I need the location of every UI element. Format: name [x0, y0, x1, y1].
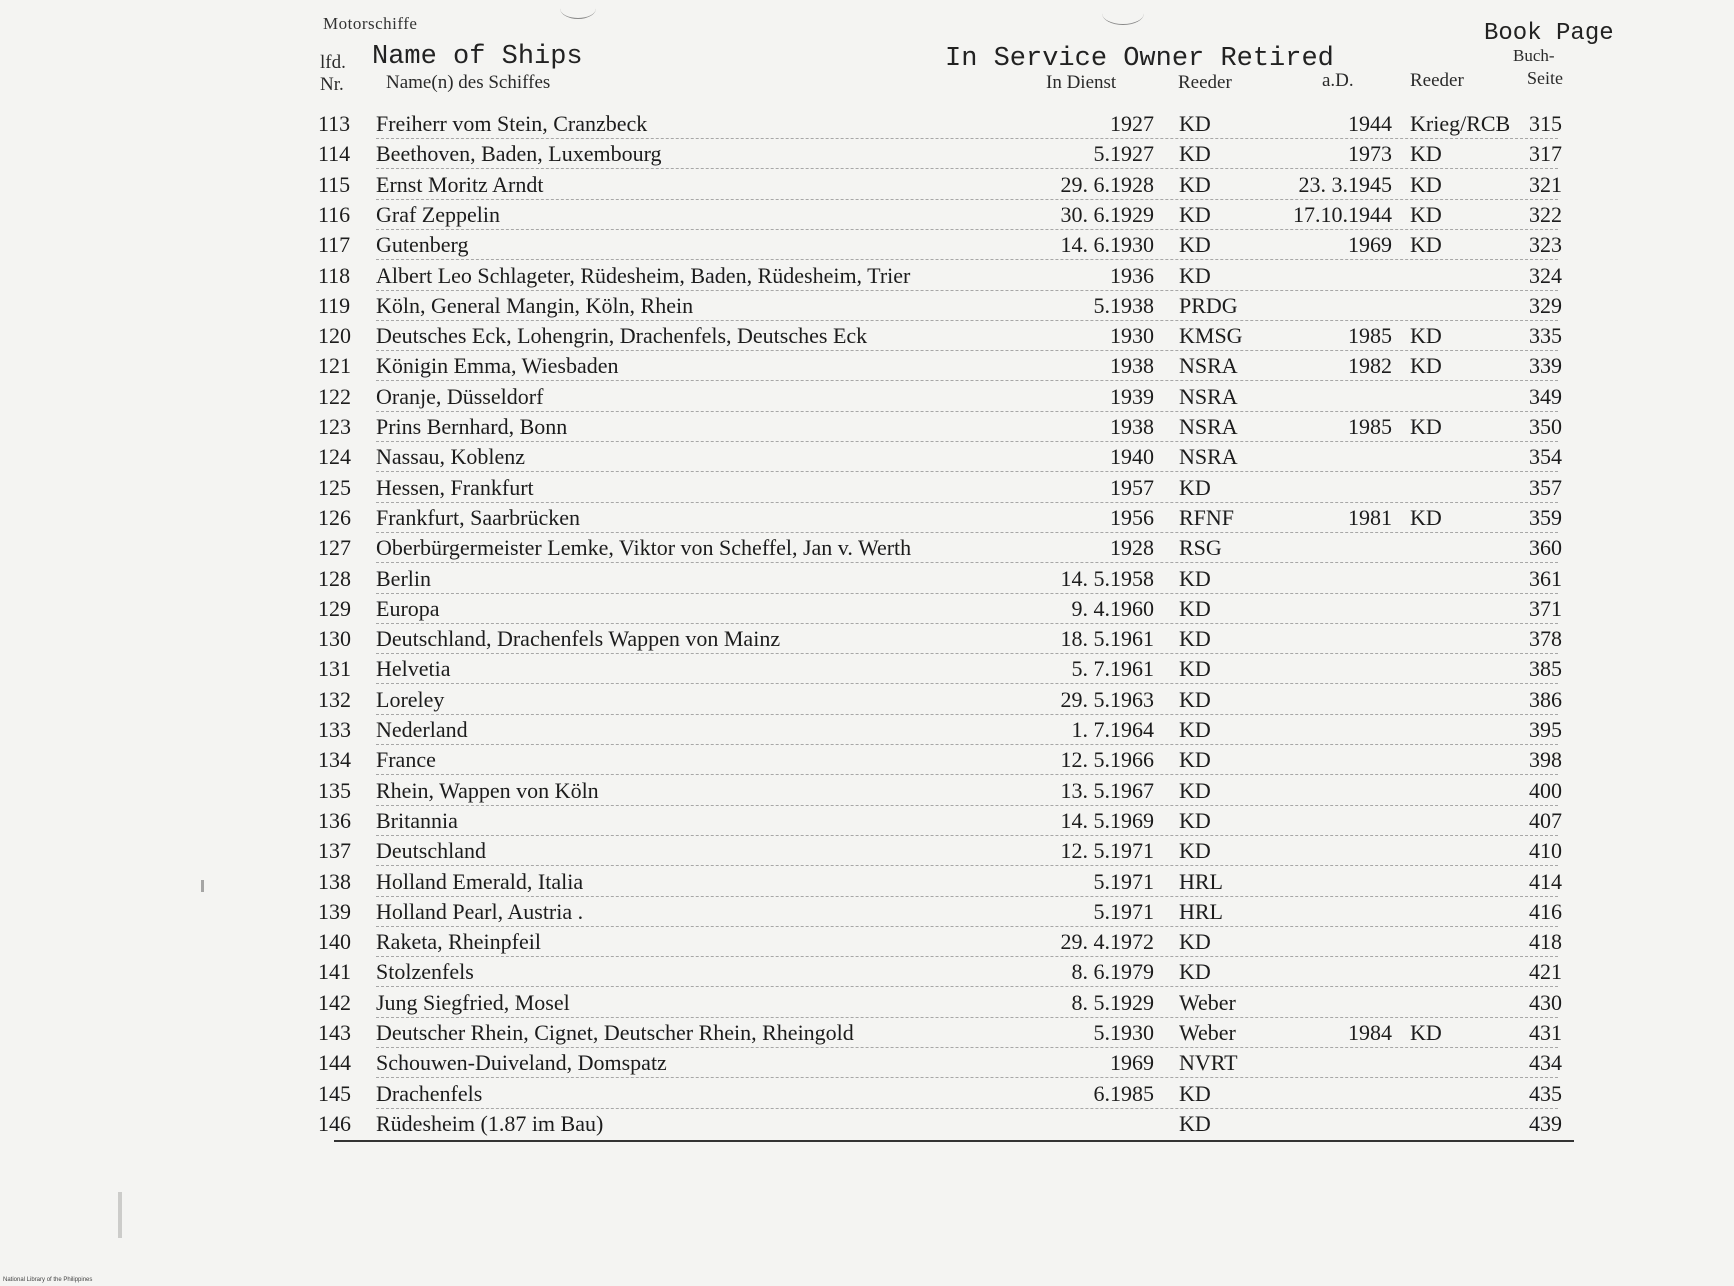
owner: KD — [1179, 1080, 1211, 1106]
book-page: 418 — [1529, 929, 1562, 955]
retired-reeder: KD — [1410, 323, 1442, 349]
table-row — [0, 171, 1734, 201]
table-row — [0, 1019, 1734, 1049]
book-page: 349 — [1529, 383, 1562, 409]
row-number: 126 — [318, 504, 351, 530]
row-leader-line — [376, 956, 1558, 957]
book-page: 354 — [1529, 444, 1562, 470]
book-page: 439 — [1529, 1110, 1562, 1136]
row-number: 134 — [318, 747, 351, 773]
retired-reeder: KD — [1410, 171, 1442, 197]
header-ad: a.D. — [1322, 70, 1354, 91]
in-service-date: 1928 — [1110, 535, 1154, 561]
owner: PRDG — [1179, 292, 1238, 318]
owner: KD — [1179, 747, 1211, 773]
owner: KD — [1179, 474, 1211, 500]
header-nr: Nr. — [320, 74, 344, 95]
header-book-page: Book Page — [1484, 20, 1614, 47]
header-name-of-ships: Name of Ships — [372, 42, 583, 72]
book-page: 386 — [1529, 686, 1562, 712]
in-service-date: 1939 — [1110, 383, 1154, 409]
row-leader-line — [376, 683, 1558, 684]
row-leader-line — [376, 744, 1558, 745]
table-row — [0, 686, 1734, 716]
owner: KD — [1179, 201, 1211, 227]
row-leader-line — [376, 805, 1558, 806]
row-leader-line — [376, 1017, 1558, 1018]
row-number: 124 — [318, 444, 351, 470]
row-leader-line — [376, 290, 1558, 291]
row-leader-line — [376, 411, 1558, 412]
ship-name: Loreley — [376, 686, 445, 712]
book-page: 317 — [1529, 141, 1562, 167]
book-page: 416 — [1529, 898, 1562, 924]
owner: KD — [1179, 565, 1211, 591]
ship-name: Drachenfels — [376, 1080, 483, 1106]
table-row — [0, 140, 1734, 170]
table-row — [0, 958, 1734, 988]
in-service-date: 14. 5.1969 — [1060, 807, 1154, 833]
in-service-date: 9. 4.1960 — [1071, 595, 1154, 621]
row-number: 146 — [318, 1110, 351, 1136]
ship-name: France — [376, 747, 436, 773]
ship-name: Schouwen-Duiveland, Domspatz — [376, 1050, 667, 1076]
row-number: 132 — [318, 686, 351, 712]
retired-date: 1984 — [1348, 1020, 1392, 1045]
ship-name: Holland Pearl, Austria . — [376, 898, 584, 924]
retired-reeder: Krieg/RCB — [1410, 111, 1511, 136]
table-row — [0, 595, 1734, 625]
row-number: 130 — [318, 626, 351, 652]
in-service-date: 5.1938 — [1093, 292, 1154, 318]
owner: KD — [1179, 232, 1211, 258]
owner: KD — [1179, 141, 1211, 167]
book-page: 357 — [1529, 474, 1562, 500]
table-row — [0, 928, 1734, 958]
table-row — [0, 837, 1734, 867]
row-leader-line — [376, 1077, 1558, 1078]
row-leader-line — [376, 896, 1558, 897]
scan-artifact-curve-left — [560, 0, 596, 19]
table-row — [0, 443, 1734, 473]
row-number: 143 — [318, 1020, 351, 1045]
owner: Weber — [1179, 1020, 1236, 1045]
row-leader-line — [376, 199, 1558, 200]
row-number: 121 — [318, 353, 351, 379]
section-title: Motorschiffe — [323, 14, 418, 33]
owner: KMSG — [1179, 323, 1243, 349]
in-service-date: 1956 — [1110, 504, 1154, 530]
ship-name: Beethoven, Baden, Luxembourg — [376, 141, 662, 167]
table-row — [0, 565, 1734, 595]
row-number: 136 — [318, 807, 351, 833]
book-page: 410 — [1529, 838, 1562, 864]
table-row — [0, 807, 1734, 837]
ship-name: Nederland — [376, 717, 468, 742]
row-leader-line — [376, 229, 1558, 230]
book-page: 315 — [1529, 111, 1562, 136]
book-page: 361 — [1529, 565, 1562, 591]
footer-note: National Library of the Philippines — [3, 1277, 93, 1283]
ship-name: Holland Emerald, Italia — [376, 868, 584, 894]
table-bottom-rule — [334, 1140, 1574, 1142]
row-number: 118 — [318, 262, 351, 288]
row-leader-line — [376, 926, 1558, 927]
table-row — [0, 504, 1734, 534]
table-row — [0, 777, 1734, 807]
ship-name: Berlin — [376, 565, 431, 591]
owner: KD — [1179, 1110, 1211, 1136]
row-number: 138 — [318, 868, 351, 894]
row-number: 115 — [318, 171, 351, 197]
in-service-date: 1938 — [1110, 353, 1154, 379]
retired-reeder: KD — [1410, 201, 1442, 227]
ship-name: Deutschland, Drachenfels Wappen von Mainz — [376, 626, 781, 652]
row-leader-line — [376, 471, 1558, 472]
row-number: 116 — [318, 201, 351, 227]
ship-name: Albert Leo Schlageter, Rüdesheim, Baden, Rüdesheim, Trier — [376, 262, 911, 288]
header-lfd: lfd. — [320, 52, 346, 73]
header-name-de: Name(n) des Schiffes — [386, 72, 551, 93]
ship-name: Raketa, Rheinpfeil — [376, 929, 541, 955]
ship-name: Stolzenfels — [376, 959, 474, 985]
book-page: 335 — [1529, 323, 1562, 349]
ship-name: Frankfurt, Saarbrücken — [376, 504, 581, 530]
row-number: 140 — [318, 929, 351, 955]
row-number: 120 — [318, 323, 351, 349]
in-service-date: 6.1985 — [1093, 1080, 1154, 1106]
row-number: 117 — [318, 232, 351, 258]
row-leader-line — [376, 623, 1558, 624]
retired-reeder: KD — [1410, 353, 1442, 379]
ship-name: Rhein, Wappen von Köln — [376, 777, 599, 803]
row-number: 131 — [318, 656, 351, 682]
table-row — [0, 716, 1734, 746]
owner: KD — [1179, 807, 1211, 833]
owner: KD — [1179, 111, 1211, 136]
row-number: 113 — [318, 111, 351, 136]
ship-name: Ernst Moritz Arndt — [376, 171, 544, 197]
row-number: 119 — [318, 292, 351, 318]
in-service-date: 1. 7.1964 — [1071, 717, 1154, 742]
in-service-date: 5.1927 — [1093, 141, 1154, 167]
row-leader-line — [376, 865, 1558, 866]
table-row — [0, 474, 1734, 504]
row-leader-line — [376, 502, 1558, 503]
in-service-date: 1938 — [1110, 414, 1154, 439]
retired-date: 1982 — [1348, 353, 1392, 379]
row-number: 114 — [318, 141, 351, 167]
row-number: 144 — [318, 1050, 351, 1076]
book-page: 322 — [1529, 201, 1562, 227]
retired-date: 17.10.1944 — [1293, 201, 1392, 227]
in-service-date: 13. 5.1967 — [1060, 777, 1154, 803]
ship-name: Europa — [376, 595, 440, 621]
retired-reeder: KD — [1410, 1020, 1442, 1045]
row-leader-line — [376, 593, 1558, 594]
table-row — [0, 868, 1734, 898]
owner: RSG — [1179, 535, 1222, 561]
header-in-dienst: In Dienst — [1046, 72, 1117, 93]
ship-name: Oranje, Düsseldorf — [376, 383, 544, 409]
row-number: 122 — [318, 383, 351, 409]
row-leader-line — [376, 774, 1558, 775]
table-row — [0, 898, 1734, 928]
row-number: 139 — [318, 898, 351, 924]
ship-name: Graf Zeppelin — [376, 201, 500, 227]
owner: KD — [1179, 929, 1211, 955]
owner: KD — [1179, 171, 1211, 197]
ship-name: Köln, General Mangin, Köln, Rhein — [376, 292, 694, 318]
owner: KD — [1179, 262, 1211, 288]
retired-date: 23. 3.1945 — [1298, 171, 1392, 197]
in-service-date: 5.1930 — [1093, 1020, 1154, 1045]
table-row — [0, 413, 1734, 443]
row-number: 135 — [318, 777, 351, 803]
owner: NSRA — [1179, 353, 1238, 379]
scan-artifact-curve-right — [1102, 2, 1144, 25]
ship-name: Rüdesheim (1.87 im Bau) — [376, 1110, 604, 1136]
row-leader-line — [376, 653, 1558, 654]
book-page: 385 — [1529, 656, 1562, 682]
row-leader-line — [376, 532, 1558, 533]
row-number: 145 — [318, 1080, 351, 1106]
in-service-date: 1940 — [1110, 444, 1154, 470]
table-row — [0, 1080, 1734, 1110]
owner: NSRA — [1179, 414, 1238, 439]
header-buch: Buch- — [1513, 46, 1555, 65]
book-page: 323 — [1529, 232, 1562, 258]
owner: KD — [1179, 838, 1211, 864]
owner: KD — [1179, 626, 1211, 652]
table-row — [0, 989, 1734, 1019]
in-service-date: 30. 6.1929 — [1060, 201, 1154, 227]
in-service-date: 12. 5.1971 — [1060, 838, 1154, 864]
book-page: 395 — [1529, 717, 1562, 742]
retired-reeder: KD — [1410, 504, 1442, 530]
book-page: 414 — [1529, 868, 1562, 894]
table-row — [0, 1110, 1734, 1140]
owner: RFNF — [1179, 504, 1235, 530]
table-row — [0, 534, 1734, 564]
in-service-date: 1957 — [1110, 474, 1154, 500]
in-service-date: 14. 6.1930 — [1060, 232, 1154, 258]
ship-name: Helvetia — [376, 656, 451, 682]
owner: KD — [1179, 686, 1211, 712]
in-service-date: 14. 5.1958 — [1060, 565, 1154, 591]
row-leader-line — [376, 259, 1558, 260]
in-service-date: 29. 6.1928 — [1060, 171, 1154, 197]
row-leader-line — [376, 380, 1558, 381]
owner: NVRT — [1179, 1050, 1238, 1076]
row-number: 133 — [318, 717, 351, 742]
owner: KD — [1179, 959, 1211, 985]
in-service-date: 29. 5.1963 — [1060, 686, 1154, 712]
book-page: 434 — [1529, 1050, 1562, 1076]
in-service-date: 8. 6.1979 — [1071, 959, 1154, 985]
row-number: 128 — [318, 565, 351, 591]
owner: NSRA — [1179, 444, 1238, 470]
ship-name: Prins Bernhard, Bonn — [376, 414, 568, 439]
in-service-date: 5. 7.1961 — [1071, 656, 1154, 682]
table-row — [0, 1049, 1734, 1079]
header-seite: Seite — [1527, 68, 1563, 88]
table-row — [0, 262, 1734, 292]
row-leader-line — [376, 350, 1558, 351]
row-leader-line — [376, 320, 1558, 321]
book-page: 371 — [1529, 595, 1562, 621]
retired-reeder: KD — [1410, 414, 1442, 439]
row-leader-line — [376, 714, 1558, 715]
book-page: 407 — [1529, 807, 1562, 833]
ship-name: Deutsches Eck, Lohengrin, Drachenfels, Deutsches Eck — [376, 323, 868, 349]
header-reeder-owner: Reeder — [1178, 72, 1232, 93]
retired-date: 1973 — [1348, 141, 1392, 167]
owner: KD — [1179, 717, 1211, 742]
retired-date: 1985 — [1348, 323, 1392, 349]
ship-name: Freiherr vom Stein, Cranzbeck — [376, 111, 648, 136]
book-page: 359 — [1529, 504, 1562, 530]
book-page: 431 — [1529, 1020, 1562, 1045]
table-row — [0, 383, 1734, 413]
book-page: 339 — [1529, 353, 1562, 379]
in-service-date: 29. 4.1972 — [1060, 929, 1154, 955]
row-number: 123 — [318, 414, 351, 439]
retired-date: 1969 — [1348, 232, 1392, 258]
in-service-date: 1927 — [1110, 111, 1154, 136]
in-service-date: 5.1971 — [1093, 898, 1154, 924]
row-number: 137 — [318, 838, 351, 864]
row-number: 127 — [318, 535, 351, 561]
book-page: 400 — [1529, 777, 1562, 803]
row-number: 129 — [318, 595, 351, 621]
row-leader-line — [376, 1108, 1558, 1109]
ship-name: Deutscher Rhein, Cignet, Deutscher Rhein, Rheingold — [376, 1020, 854, 1045]
table-row — [0, 201, 1734, 231]
row-leader-line — [376, 138, 1558, 139]
row-number: 125 — [318, 474, 351, 500]
table-row — [0, 625, 1734, 655]
retired-date: 1944 — [1348, 111, 1392, 136]
in-service-date: 5.1971 — [1093, 868, 1154, 894]
table-row — [0, 231, 1734, 261]
in-service-date: 18. 5.1961 — [1060, 626, 1154, 652]
in-service-date: 1969 — [1110, 1050, 1154, 1076]
ship-name: Gutenberg — [376, 232, 469, 258]
row-leader-line — [376, 441, 1558, 442]
table-row — [0, 655, 1734, 685]
book-page: 421 — [1529, 959, 1562, 985]
retired-date: 1985 — [1348, 414, 1392, 439]
table-row — [0, 746, 1734, 776]
owner: NSRA — [1179, 383, 1238, 409]
book-page: 324 — [1529, 262, 1562, 288]
owner: Weber — [1179, 989, 1236, 1015]
book-page: 350 — [1529, 414, 1562, 439]
owner: KD — [1179, 595, 1211, 621]
header-typed-columns: In Service Owner Retired — [945, 44, 1334, 74]
in-service-date: 1936 — [1110, 262, 1154, 288]
retired-date: 1981 — [1348, 504, 1392, 530]
book-page: 435 — [1529, 1080, 1562, 1106]
table-row — [0, 322, 1734, 352]
retired-reeder: KD — [1410, 232, 1442, 258]
ship-name: Jung Siegfried, Mosel — [376, 989, 570, 1015]
book-page: 378 — [1529, 626, 1562, 652]
scan-artifact-smudge — [118, 1192, 122, 1238]
owner: KD — [1179, 656, 1211, 682]
ship-name: Britannia — [376, 807, 458, 833]
retired-reeder: KD — [1410, 141, 1442, 167]
row-leader-line — [376, 562, 1558, 563]
ship-name: Oberbürgermeister Lemke, Viktor von Scheffel, Jan v. Werth — [376, 535, 912, 561]
header-reeder-retired: Reeder — [1410, 70, 1464, 91]
owner: KD — [1179, 777, 1211, 803]
row-leader-line — [376, 1047, 1558, 1048]
book-page: 398 — [1529, 747, 1562, 773]
table-row — [0, 110, 1734, 140]
row-leader-line — [376, 835, 1558, 836]
book-page: 430 — [1529, 989, 1562, 1015]
owner: HRL — [1179, 868, 1223, 894]
ship-name: Deutschland — [376, 838, 486, 864]
row-number: 142 — [318, 989, 351, 1015]
ship-name: Hessen, Frankfurt — [376, 474, 534, 500]
row-leader-line — [376, 168, 1558, 169]
book-page: 329 — [1529, 292, 1562, 318]
ship-name: Nassau, Koblenz — [376, 444, 526, 470]
book-page: 360 — [1529, 535, 1562, 561]
ship-name: Königin Emma, Wiesbaden — [376, 353, 619, 379]
row-leader-line — [376, 986, 1558, 987]
book-page: 321 — [1529, 171, 1562, 197]
row-number: 141 — [318, 959, 351, 985]
in-service-date: 12. 5.1966 — [1060, 747, 1154, 773]
in-service-date: 1930 — [1110, 323, 1154, 349]
owner: HRL — [1179, 898, 1223, 924]
in-service-date: 8. 5.1929 — [1071, 989, 1154, 1015]
table-row — [0, 352, 1734, 382]
table-row — [0, 292, 1734, 322]
